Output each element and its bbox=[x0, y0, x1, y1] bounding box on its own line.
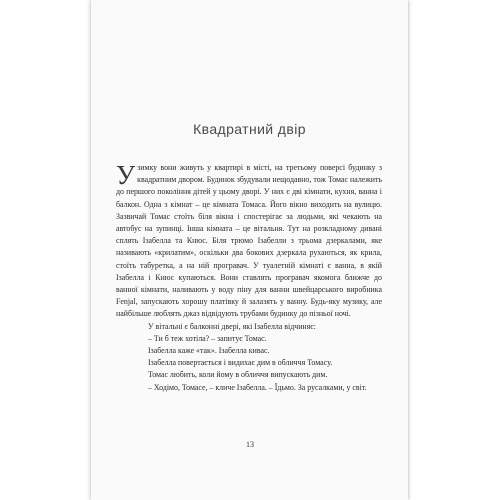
page-number: 13 bbox=[246, 440, 254, 449]
paragraph-5: Ізабелла повертається і видихає дим в обличчя Томасу. bbox=[148, 358, 333, 368]
paragraph-4: Ізабелла каже «так». Ізабелла кивас. bbox=[148, 346, 270, 356]
chapter-body bbox=[116, 162, 382, 394]
paragraph-2: У вітальні є балконні двері, які Ізабелла відчиняє: bbox=[148, 321, 316, 331]
paragraph-6: Томас любить, коли йому в обличчя випускають дим. bbox=[148, 370, 328, 380]
paragraph-1-text: зимку вони живуть у квартирі в місті, на третьому поверсі будинку з квадратним двором. Будинок збудували нещодавно, тож Томас належить до першого покоління дітей у цьому дворі. У них є дві кімнати, кухня, ванна і балкон. Одна з кімнат – це кімната Томаса. Його вікно виходить на вулицю. Зазвичай Томас стоїть біля вікна і спостерігає за людьми, які чекають на автобус на зупинці. Інша кімната – це вітальня. Тут на розкладному дивані сплять Ізабелла та Кнюс. Біля трюмо Ізабелли з трьома дзеркалами, яке називають «крилатим», оскільки два бокових дзеркала рухаються, як крила, стоїть табуретка, а на ній програвач. У туалетній кімнаті є ванна, в якій Ізабелла і Кнюс купаються. Вони ставлять програвач якомога ближче до ванної кімнати, наливають у воду піну для ванни швейцарського виробника Fenjal, запускають хорошу платівку й залазять у ванну. Будь-яку музику, але найбільше люблять джаз відвідують трубами будинку до пізньої ночі. bbox=[116, 163, 382, 319]
chapter-title: Квадратний двір bbox=[193, 121, 306, 137]
paragraph-7: – Ходімо, Томасе, – кличе Ізабелла. – Їдьмо. За русалками, у світ. bbox=[148, 382, 367, 392]
paragraph-3: – Ти б теж хотіла? – запитує Томас. bbox=[148, 333, 267, 343]
paragraph-1 bbox=[116, 162, 382, 321]
drop-cap: У bbox=[116, 160, 136, 190]
